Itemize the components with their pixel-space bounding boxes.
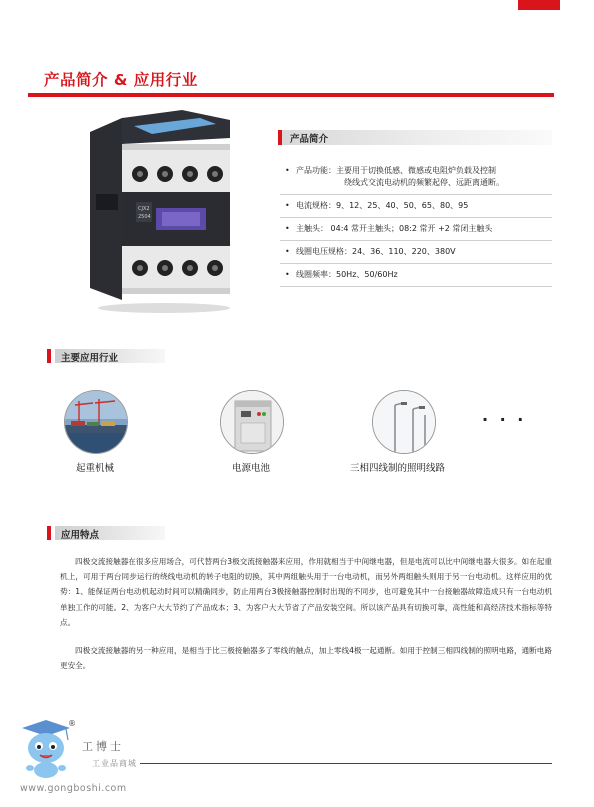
industry-label-crane: 起重机械 xyxy=(76,463,115,474)
features-heading-mark xyxy=(47,526,51,540)
industries-heading-bar xyxy=(47,349,165,363)
more-industries-ellipsis: · · · xyxy=(482,410,527,429)
contactor-product-image xyxy=(82,104,238,314)
mascot-logo-icon xyxy=(16,718,74,780)
features-paragraph-1: 四极交流接触器在很多应用场合，可代替两台3极交流接触器来应用，作用就相当于中间继电器，但是电流可以比中间继电器大很多。如在起重机上，可用于两台同步运行的绕线电动机的转子电阻的切换，其中两组触头用于一台电动机，而另外两组触头则用于另一台电动机。这样应用的优势：1、能保证两台电动机起动时间可以精确同步，防止用两台3极接触器控制时出现的不同步，也可避免其中一台接触器故障造成只有一台电动机单独工作的可能。2、为客户大大节约了产品成本；3、为客户大大节省了产品安装空间。所以该产品具有切换可靠，高性能和高经济技术指标等特点。 xyxy=(60,557,552,627)
intro-heading-bar xyxy=(278,130,552,145)
intro-heading-mark xyxy=(278,130,282,145)
bullet-icon: • xyxy=(285,201,290,210)
spec-line: 线圈频率：50Hz、50/60Hz xyxy=(296,270,398,279)
industry-label-power: 电源电池 xyxy=(232,463,271,474)
spec-line: 电流规格：9、12、25、40、50、65、80、95 xyxy=(296,201,469,210)
title-rule xyxy=(28,93,554,97)
brand-name: 工博士 xyxy=(82,740,124,753)
features-heading-bar xyxy=(47,526,165,540)
spec-line: 主触头： 04:4 常开主触头；08:2 常开 +2 常闭主触头 xyxy=(296,224,493,233)
features-heading: 应用特点 xyxy=(61,530,100,541)
spec-item-current xyxy=(280,195,552,218)
spec-list xyxy=(280,160,552,287)
industries-heading-mark xyxy=(47,349,51,363)
spec-item-function xyxy=(280,160,552,195)
brand-url: www.gongboshi.com xyxy=(20,783,127,794)
top-red-tab xyxy=(518,0,560,10)
features-paragraph-2: 四极交流接触器的另一种应用，是相当于比三极接触器多了零线的触点，加上零线4极一起通断。如用于控制三相四线制的照明电路，通断电路更安全。 xyxy=(60,646,552,671)
intro-heading: 产品简介 xyxy=(290,134,329,145)
bullet-icon: • xyxy=(285,270,290,279)
industries-heading: 主要应用行业 xyxy=(61,353,119,364)
brand-subtitle: 工业品商城 xyxy=(92,759,137,768)
product-model-label: CJX2 xyxy=(138,206,150,212)
product-code-label: 2504 xyxy=(138,214,151,220)
spec-item-coil-frequency xyxy=(280,264,552,287)
top-bar xyxy=(0,0,594,6)
crane-port-image xyxy=(64,390,128,454)
spec-line-continued: 绕线式交流电动机的频繁起停、远距离通断。 xyxy=(344,178,504,187)
spec-item-coil-voltage xyxy=(280,241,552,264)
spec-line: 产品功能：主要用于切换低感、微感或电阻炉负载及控制 xyxy=(296,166,496,175)
spec-item-main-contacts xyxy=(280,218,552,241)
power-cabinet-image xyxy=(220,390,284,454)
bullet-icon: • xyxy=(285,166,290,175)
spec-line: 线圈电压规格：24、36、110、220、380V xyxy=(296,247,456,256)
street-light-image xyxy=(372,390,436,454)
bullet-icon: • xyxy=(285,247,290,256)
bullet-icon: • xyxy=(285,224,290,233)
industry-label-lighting: 三相四线制的照明线路 xyxy=(350,463,446,474)
registered-mark: ® xyxy=(68,719,76,728)
page-title: 产品简介 & 应用行业 xyxy=(44,71,198,89)
footer-rule xyxy=(140,763,552,764)
